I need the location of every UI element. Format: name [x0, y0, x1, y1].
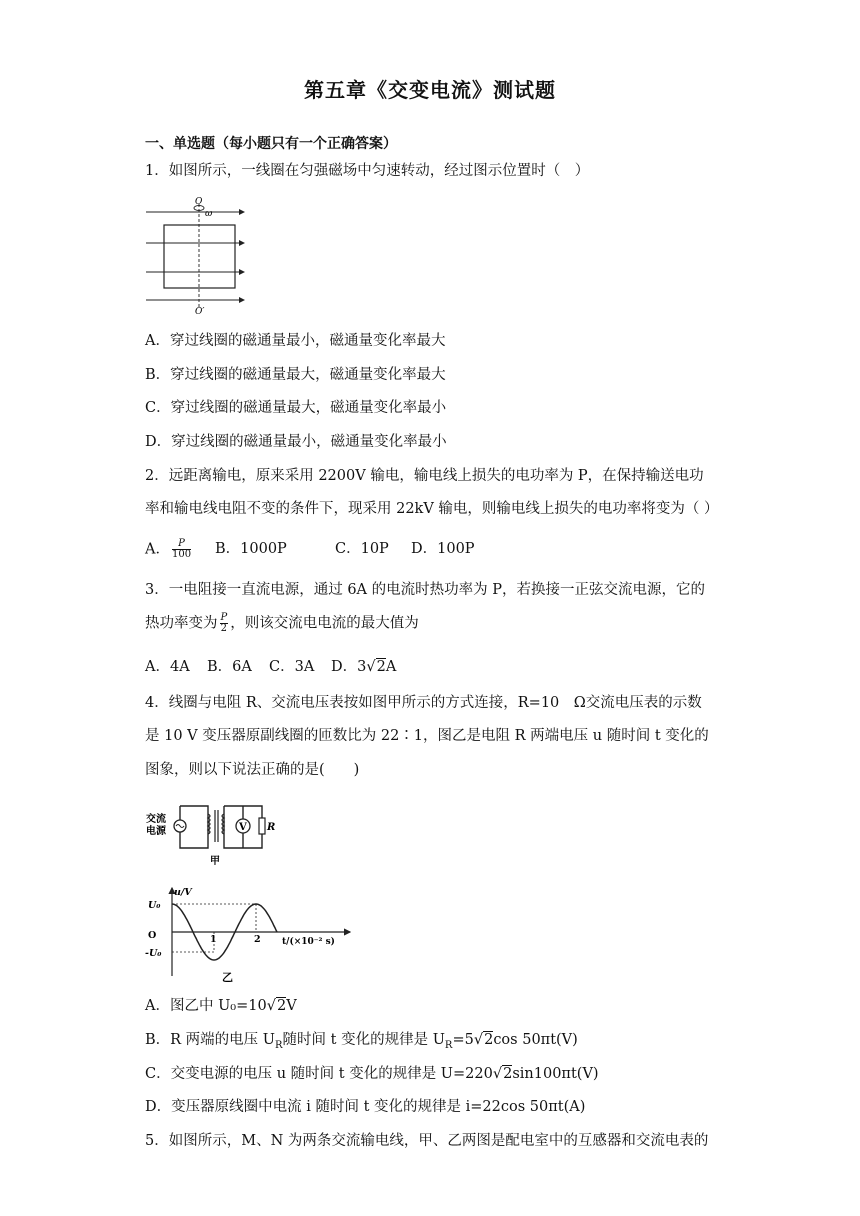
q2-stem-line2: 率和输电线电阻不变的条件下，现采用 22kV 输电，则输电线上损失的电功率将变为（ ）: [145, 501, 719, 517]
q4-source-label-1: 交流: [146, 814, 166, 825]
q4-graph-ypos: U₀: [148, 900, 161, 911]
q3-option-d: D．3√2A: [331, 659, 397, 675]
page-title: 第五章《交变电流》测试题: [304, 78, 556, 102]
q2-option-a: A． $\frac{P}{100}$: [145, 538, 192, 560]
q2-option-b: B．1000P: [215, 541, 287, 557]
q4-graph-tick2: 2: [254, 934, 261, 945]
q4-resistor-label: R: [267, 822, 276, 833]
q3-option-b: B．6A: [207, 659, 252, 675]
q3-stem-line1: 3．一电阻接一直流电源，通过 6A 的电流时热功率为 P，若换接一正弦交流电源，它的: [145, 582, 706, 598]
q1-fig-label-top: O: [195, 197, 203, 207]
section-heading: 一、单选题（每小题只有一个正确答案）: [145, 136, 397, 152]
q4-graph-yneg: -U₀: [145, 948, 162, 959]
resistor-icon: [259, 818, 265, 834]
q1-option-b: B．穿过线圈的磁通量最大，磁通量变化率最大: [145, 367, 446, 383]
q3-stem-line2: 热功率变为 $\frac{P}{2}$ ，则该交流电电流的最大值为: [145, 612, 419, 634]
q4-option-c: C．交变电源的电压 u 随时间 t 变化的规律是 U=220√2sin100πt(V): [145, 1066, 599, 1082]
q4-stem-line3: 图象，则以下说法正确的是( ): [145, 762, 360, 778]
q3-option-c: C．3A: [269, 659, 315, 675]
q5-stem-line1: 5．如图所示，M、N 为两条交流输电线，甲、乙两图是配电室中的互感器和交流电表的: [145, 1133, 709, 1149]
q4-stem-line2: 是 10 V 变压器原副线圈的匝数比为 22∶1，图乙是电阻 R 两端电压 u 随时间 t 变化的: [145, 728, 709, 744]
q4-option-d: D．变压器原线圈中电流 i 随时间 t 变化的规律是 i=22cos 50πt(A): [145, 1099, 586, 1115]
q2-option-d: D．100P: [411, 541, 475, 557]
q4-option-a: A．图乙中 U₀=10√2V: [145, 998, 297, 1014]
q4-fig-caption-jia: 甲: [210, 856, 220, 867]
q1-coil-figure: [144, 196, 248, 316]
q1-fig-label-omega: ω: [205, 209, 213, 219]
q4-graph-xlabel: t/(×10⁻² s): [282, 937, 335, 947]
q4-source-label-2: 电源: [146, 826, 166, 837]
q1-fig-label-bottom: O′: [195, 307, 205, 317]
q4-graph-tick1: 1: [210, 934, 217, 945]
q4-graph-yzero: O: [148, 930, 157, 941]
q4-fig-caption-yi: 乙: [222, 971, 233, 984]
q4-graph-ylabel: u/V: [174, 887, 192, 898]
q4-stem-line1: 4．线圈与电阻 R、交流电压表按如图甲所示的方式连接，R=10 Ω交流电压表的示数: [145, 695, 702, 711]
q1-option-c: C．穿过线圈的磁通量最大，磁通量变化率最小: [145, 400, 447, 416]
q4-option-b: B．R 两端的电压 $U_R$随时间 t 变化的规律是 $U_R=5√2\cos$ 50πt(V): [145, 1032, 578, 1051]
q4-meter-label: V: [239, 822, 247, 833]
q4-circuit-figure: [144, 796, 274, 868]
q4-voltage-graph: [144, 884, 356, 984]
q2-option-c: C．10P: [335, 541, 389, 557]
q2-stem-line1: 2．远距离输电，原来采用 2200V 输电，输电线上损失的电功率为 P，在保持输送电功: [145, 468, 704, 484]
q3-option-a: A．4A: [145, 659, 190, 675]
q1-option-d: D．穿过线圈的磁通量最小，磁通量变化率最小: [145, 434, 447, 450]
q1-stem: 1．如图所示，一线圈在匀强磁场中匀速转动，经过图示位置时（ ）: [145, 163, 590, 179]
q1-option-a: A．穿过线圈的磁通量最小，磁通量变化率最大: [145, 333, 446, 349]
